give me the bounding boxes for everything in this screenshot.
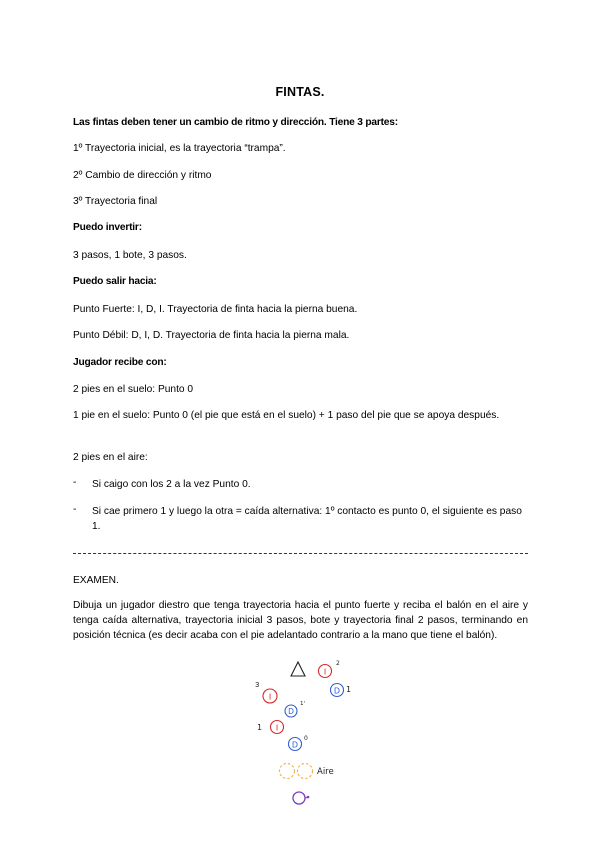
receive-one-foot: 1 pie en el suelo: Punto 0 (el pie que está en el suelo) + 1 paso del pie que se apoya después. (73, 410, 500, 421)
receive-two-feet: 2 pies en el suelo: Punto 0 (73, 384, 194, 395)
ball-tail-icon (305, 798, 307, 799)
foot-label-right: D (291, 740, 299, 750)
ball-icon (293, 792, 305, 804)
step-number: 1 (346, 685, 352, 694)
exam-heading: EXAMEN. (73, 575, 119, 586)
exit-heading: Puedo salir hacia: (73, 276, 157, 287)
step-number: 1' (300, 701, 306, 707)
page-title: FINTAS. (275, 85, 325, 99)
air-label: Aire (317, 767, 334, 777)
step-number: 3 (255, 681, 260, 689)
exit-weak: Punto Débil: D, I, D. Trayectoria de finta hacia la pierna mala. (73, 330, 350, 341)
part-2: 2º Cambio de dirección y ritmo (73, 170, 212, 181)
exit-strong: Punto Fuerte: I, D, I. Trayectoria de finta hacia la pierna buena. (73, 304, 358, 315)
receive-air: 2 pies en el aire: (73, 452, 148, 463)
step-number: 0 (304, 735, 308, 742)
intro-heading: Las fintas deben tener un cambio de ritmo y dirección. Tiene 3 partes: (73, 117, 398, 128)
invert-text: 3 pasos, 1 bote, 3 pasos. (73, 250, 187, 261)
part-1: 1º Trayectoria inicial, es la trayectoria “trampa”. (73, 143, 286, 154)
receive-heading: Jugador recibe con: (73, 357, 167, 368)
step-number: 1 (257, 723, 263, 732)
bullet-dash: - (73, 477, 77, 488)
part-3: 3º Trayectoria final (73, 196, 158, 207)
foot-label-left: I (275, 723, 279, 733)
bullet-dash: - (73, 504, 77, 515)
bullet-item: Si caigo con los 2 a la vez Punto 0. (92, 479, 251, 490)
dashed-divider (73, 553, 528, 554)
footwork-drawing (244, 650, 364, 812)
foot-label-right: D (333, 686, 341, 696)
invert-heading: Puedo invertir: (73, 222, 142, 233)
air-foot-circle (280, 764, 295, 779)
defender-triangle-icon (291, 662, 305, 676)
air-foot-circle (298, 764, 313, 779)
foot-label-left: I (323, 667, 327, 677)
step-number: 2 (336, 660, 340, 667)
exam-text: Dibuja un jugador diestro que tenga trayectoria hacia el punto fuerte y reciba el balón en el aire y tenga caída alternativa, trayectoria inicial 3 pasos, bote y trayectoria final 2 pasos, terminando en posición técnica (es decir acaba con el pie adelantado contrario a la mano que tiene el balón). (73, 600, 528, 641)
bullet-item: Si cae primero 1 y luego la otra = caída alternativa: 1º contacto es punto 0, el siguiente es paso 1. (92, 506, 522, 532)
foot-label-right: D (288, 707, 294, 716)
foot-label-left: I (268, 692, 272, 702)
